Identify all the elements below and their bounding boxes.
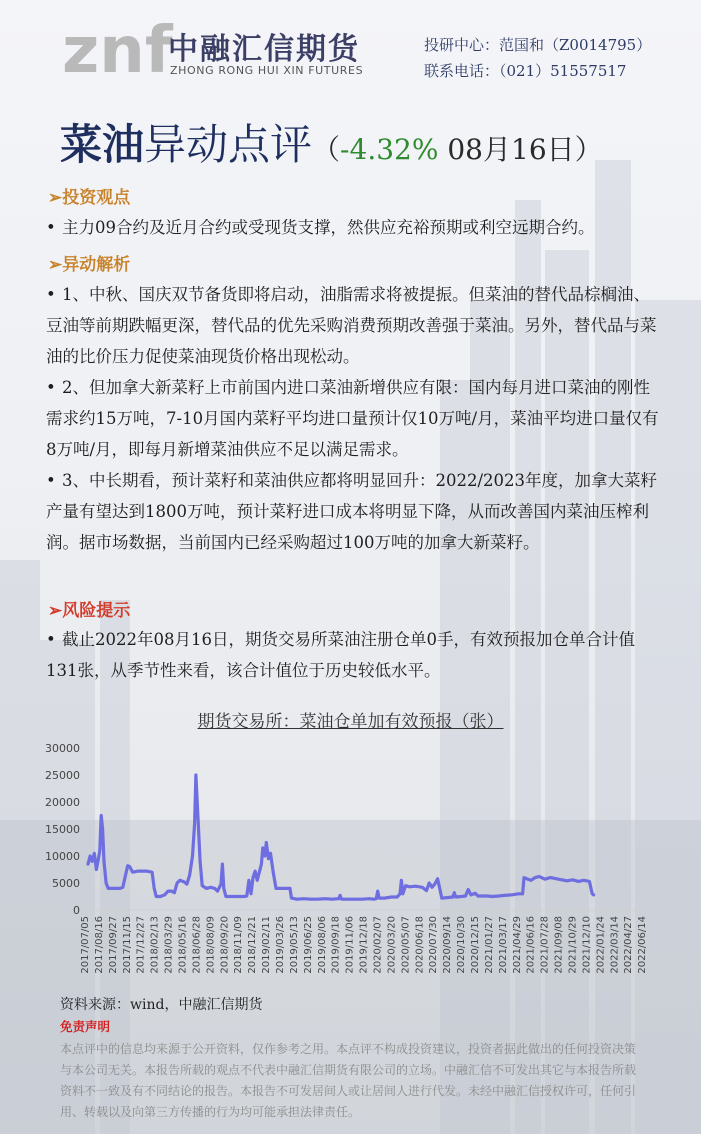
y-tick-label-1: 5000 [52,877,80,890]
x-tick-label-12: 2018/12/21 [247,916,259,974]
x-tick-label-9: 2018/08/09 [205,916,217,974]
logo-english-name: ZHONG RONG HUI XIN FUTURES [170,64,364,77]
x-tick-label-14: 2019/03/26 [274,916,286,974]
disclaimer-title: 免责声明 [60,1019,111,1034]
title-paren-open: （ [312,133,341,166]
title-type: 异动点评 [144,120,313,169]
x-tick-label-37: 2022/01/24 [595,916,607,974]
x-tick-label-39: 2022/04/27 [623,916,635,974]
x-tick-label-38: 2022/03/14 [609,916,621,974]
view-paragraph: • 主力09合约及近月合约或受现货支撑，然供应充裕预期或利空远期合约。 [46,218,595,237]
analysis-text-2: 2、但加拿大新菜籽上市前国内进口菜油新增供应有限：国内每月进口菜油的刚性需求约15万吨，7-10月国内菜籽平均进口量预计仅10万吨/月，菜油平均进口量仅有8万吨/月，即每月新增菜油供应不足以满足需求。 [46,378,659,459]
x-tick-label-24: 2020/06/18 [414,916,426,974]
x-tick-label-34: 2021/09/08 [553,916,565,974]
x-tick-label-36: 2021/12/10 [581,916,593,974]
x-tick-label-26: 2020/09/14 [442,916,454,974]
x-tick-label-31: 2021/04/29 [511,916,523,974]
title-product: 菜油 [60,120,145,169]
x-tick-label-25: 2020/07/30 [428,916,440,974]
x-tick-label-33: 2021/07/28 [539,916,551,974]
logo-letters: znf [62,14,173,82]
x-tick-label-11: 2018/11/09 [233,916,245,974]
x-tick-label-32: 2021/06/16 [525,916,537,974]
x-tick-label-13: 2019/02/11 [261,916,273,974]
y-tick-label-2: 10000 [45,850,80,863]
y-tick-label-3: 15000 [45,823,80,836]
x-tick-label-28: 2020/12/15 [469,916,481,974]
x-tick-label-16: 2019/06/25 [302,916,314,974]
x-tick-label-3: 2017/11/15 [121,916,133,974]
x-tick-label-7: 2018/05/16 [177,916,189,974]
x-tick-label-20: 2019/12/18 [358,916,370,974]
title-change: -4.32% [340,133,439,166]
risk-paragraph: • 截止2022年08月16日，期货交易所菜油注册仓单0手，有效预报加仓单合计值131张，从季节性来看，该合计值位于历史较低水平。 [46,630,635,680]
title-paren [312,133,603,166]
chart-title-text: 期货交易所：菜油仓单加有效预报（张） [197,712,504,732]
x-tick-label-30: 2021/03/17 [497,916,509,974]
x-tick-label-4: 2017/12/27 [135,916,147,974]
contact-phone: 联系电话：（021）51557517 [424,62,627,80]
analysis-text-1: 1、中秋、国庆双节备货即将启动，油脂需求将被提振。但菜油的替代品棕榈油、豆油等前期跌幅更深，替代品的优先采购消费预期改善强于菜油。另外，替代品与菜油的比价压力促使菜油现货价格出现松动。 [46,285,657,366]
analysis-point-1: • 1、中秋、国庆双节备货即将启动，油脂需求将被提振。但菜油的替代品棕榈油、豆油等前期跌幅更深，替代品的优先采购消费预期改善强于菜油。另外，替代品与菜油的比价压力促使菜油现货价格出现松动。 [46,285,657,366]
section-risk-title: ➢风险提示 [48,601,131,621]
analysis-point-3: • 3、中长期看，预计菜籽和菜油供应都将明显回升：2022/2023年度，加拿大菜籽产量有望达到1800万吨，预计菜籽进口成本将明显下降，从而改善国内菜油压榨利润。据市场数据，当前国内已经采购超过100万吨的加拿大新菜籽。 [46,471,658,552]
x-tick-label-35: 2021/10/29 [567,916,579,974]
x-tick-label-10: 2018/09/20 [219,916,231,974]
analysis-point-2: • 2、但加拿大新菜籽上市前国内进口菜油新增供应有限：国内每月进口菜油的刚性需求约15万吨，7-10月国内菜籽平均进口量预计仅10万吨/月，菜油平均进口量仅有8万吨/月，即每月新增菜油供应不足以满足需求。 [46,378,659,459]
x-tick-label-1: 2017/08/16 [93,916,105,974]
x-tick-label-22: 2020/03/20 [386,916,398,974]
series-line-0 [88,775,594,899]
x-tick-label-15: 2019/05/13 [288,916,300,974]
warehouse-receipt-line-chart [0,735,701,995]
section-analysis-title: ➢异动解析 [48,255,131,275]
x-tick-label-19: 2019/11/06 [344,916,356,974]
y-tick-label-4: 20000 [45,796,80,809]
disclaimer-text: 本点评中的信息均来源于公开资料，仅作参考之用。本点评不构成投资建议，投资者据此做出的任何投资决策与本公司无关。本报告所载的观点不代表中融汇信期货有限公司的立场。中融汇信不可发出其它与本报告所载资料不一致及有不同结论的报告。本报告不可发居间人或让居间人进行代发。未经中融汇信授权许可，任何引用、转载以及向第三方传播的行为均可能承担法律责任。 [60,1042,637,1119]
x-tick-label-17: 2019/08/06 [316,916,328,974]
x-tick-label-0: 2017/07/05 [80,916,91,974]
x-tick-label-27: 2020/10/30 [456,916,468,974]
x-tick-label-5: 2018/02/13 [149,916,161,974]
section-view-title: ➢投资观点 [48,188,131,208]
risk-text: 截止2022年08月16日，期货交易所菜油注册仓单0手，有效预报加仓单合计值131张，从季节性来看，该合计值位于历史较低水平。 [46,630,635,680]
x-tick-label-21: 2020/02/07 [372,916,384,974]
x-tick-label-2: 2017/09/27 [107,916,119,974]
logo-chinese-name: 中融汇信期货 [168,32,360,67]
y-tick-label-6: 30000 [45,742,80,755]
chart-title [0,707,701,732]
x-tick-label-29: 2021/01/27 [483,916,495,974]
analysis-text-3: 3、中长期看，预计菜籽和菜油供应都将明显回升：2022/2023年度，加拿大菜籽产量有望达到1800万吨，预计菜籽进口成本将明显下降，从而改善国内菜油压榨利润。据市场数据，当前国内已经采购超过100万吨的加拿大新菜籽。 [46,471,658,552]
x-tick-label-6: 2018/03/29 [163,916,175,974]
y-tick-label-5: 25000 [45,769,80,782]
page-title [60,112,603,172]
x-tick-label-18: 2019/09/18 [330,916,342,974]
x-tick-label-23: 2020/05/07 [400,916,412,974]
view-text: 主力09合约及近月合约或受现货支撑，然供应充裕预期或利空远期合约。 [62,218,595,237]
y-tick-label-0: 0 [73,904,80,917]
x-tick-label-40: 2022/06/14 [637,916,649,974]
x-tick-label-8: 2018/06/28 [191,916,203,974]
data-source: 资料来源：wind，中融汇信期货 [60,997,263,1013]
contact-researcher: 投研中心：范国和（Z0014795） [424,36,652,54]
title-date: 08月16日） [438,133,603,166]
